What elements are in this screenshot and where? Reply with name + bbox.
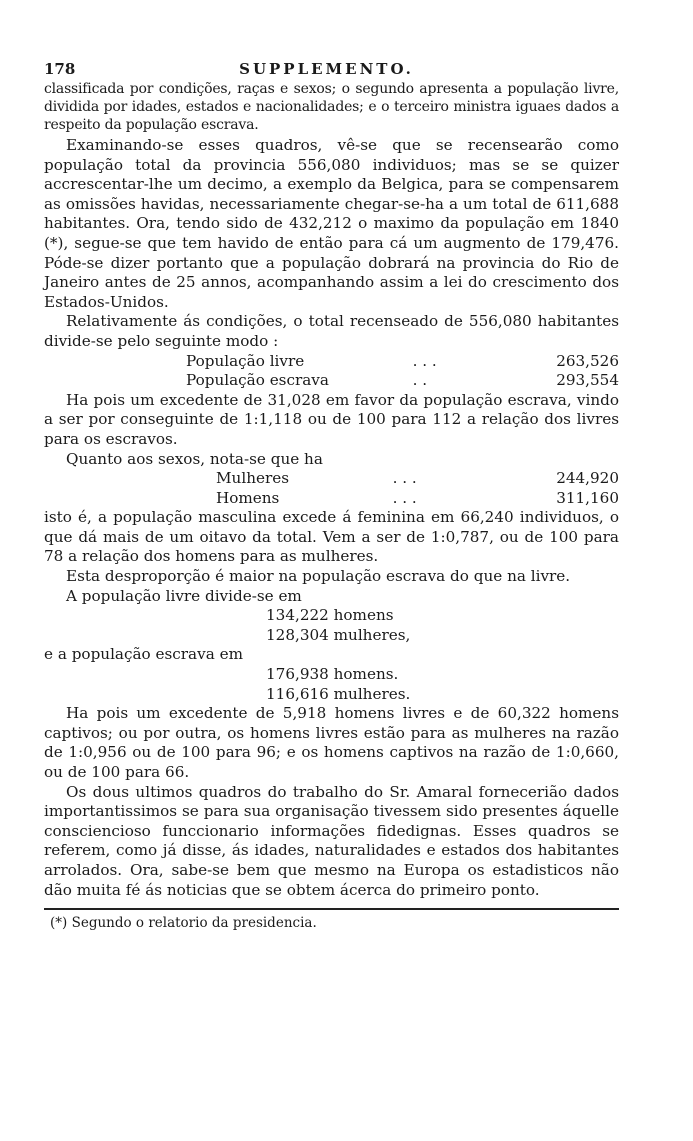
table-dots: . . . [392, 488, 417, 507]
paragraph-6: isto é, a população masculina excede á feminina em 66,240 individuos, o que dá mais de um oitavo da total. Vem a ser de 1:0,787, ou de 100 para 78 a relação dos homens para as mulheres. [44, 508, 619, 566]
table-condicoes [186, 352, 619, 391]
escrava-line: 176,938 homens. [266, 665, 399, 684]
table-dots: . . . [412, 351, 437, 370]
paragraph-8: A população livre divide-se em [66, 586, 302, 605]
running-title: SUPPLEMENTO. [239, 60, 414, 78]
footnote-rule [44, 908, 619, 910]
paragraph-9: e a população escrava em [44, 645, 243, 664]
table-value: 311,160 [556, 488, 619, 507]
page-number: 178 [44, 60, 76, 78]
table-dots: . . . [392, 469, 417, 488]
escrava-breakdown [266, 665, 619, 704]
table-label: Homens [216, 488, 280, 507]
paragraph-10: Ha pois um excedente de 5,918 homens livres e de 60,322 homens captivos; ou por outra, os homens livres estão para as mulheres na razão de 1:0,956 ou de 100 para 96; e os homens captivos na razão de 1:0,660, ou de 100 para 66. [44, 704, 619, 781]
table-dots: . . [412, 371, 428, 390]
livre-line: 128,304 mulheres, [266, 625, 411, 644]
paragraph-4: Ha pois um excedente de 31,028 em favor da população escrava, vindo a ser por conseguinte de 1:1,118 ou de 100 para 112 a relação dos livres para os escravos. [44, 390, 619, 448]
table-label: População livre [186, 351, 305, 370]
page-header [44, 60, 619, 78]
livre-breakdown [266, 606, 619, 645]
table-label: População escrava [186, 371, 329, 390]
escrava-line: 116,616 mulheres. [266, 684, 411, 703]
paragraph-1: classificada por condições, raças e sexos; o segundo apresenta a população livre, dividida por idades, estados e nacionalidades; e o terceiro ministra iguaes dados a respeito da população escrava. [44, 81, 619, 133]
paragraph-5: Quanto aos sexos, nota-se que ha [66, 449, 323, 468]
table-value: 244,920 [556, 469, 619, 488]
table-label: Mulheres [216, 469, 290, 488]
table-value: 293,554 [556, 371, 619, 390]
paragraph-2: Examinando-se esses quadros, vê-se que se recensearão como população total da provincia 556,080 individuos; mas se se quizer accrescentar-lhe um decimo, a exemplo da Belgica, para se compensarem as omissões havidas, necessariamente chegar-se-ha a um total de 611,688 habitantes. Ora, tendo sido de 432,212 o maximo da população em 1840 (*), segue-se que tem havido de então para cá um augmento de 179,476. Póde-se dizer portanto que a população dobrará na provincia do Rio de Janeiro antes de 25 annos, acompanhando assim a lei do crescimento dos Estados-Unidos. [44, 136, 619, 311]
table-value: 263,526 [556, 351, 619, 370]
paragraph-3: Relativamente ás condições, o total recenseado de 556,080 habitantes divide-se pelo seguinte modo : [44, 312, 619, 350]
paragraph-7: Esta desproporção é maior na população escrava do que na livre. [66, 567, 571, 586]
livre-line: 134,222 homens [266, 606, 394, 625]
page [44, 60, 619, 932]
paragraph-11: Os dous ultimos quadros do trabalho do Sr. Amaral fornecerião dados importantissimos se para sua organisação tivessem sido presentes áquelle consciencioso funccionario informações fidedignas. Esses quadros se referem, como já disse, ás idades, naturalidades e estados dos habitantes arrolados. Ora, sabe-se bem que mesmo na Europa os estadisticos não dão muita fé ás noticias que se obtem ácerca do primeiro ponto. [44, 782, 619, 899]
table-sexos [216, 469, 619, 508]
footnote: (*) Segundo o relatorio da presidencia. [50, 915, 317, 932]
